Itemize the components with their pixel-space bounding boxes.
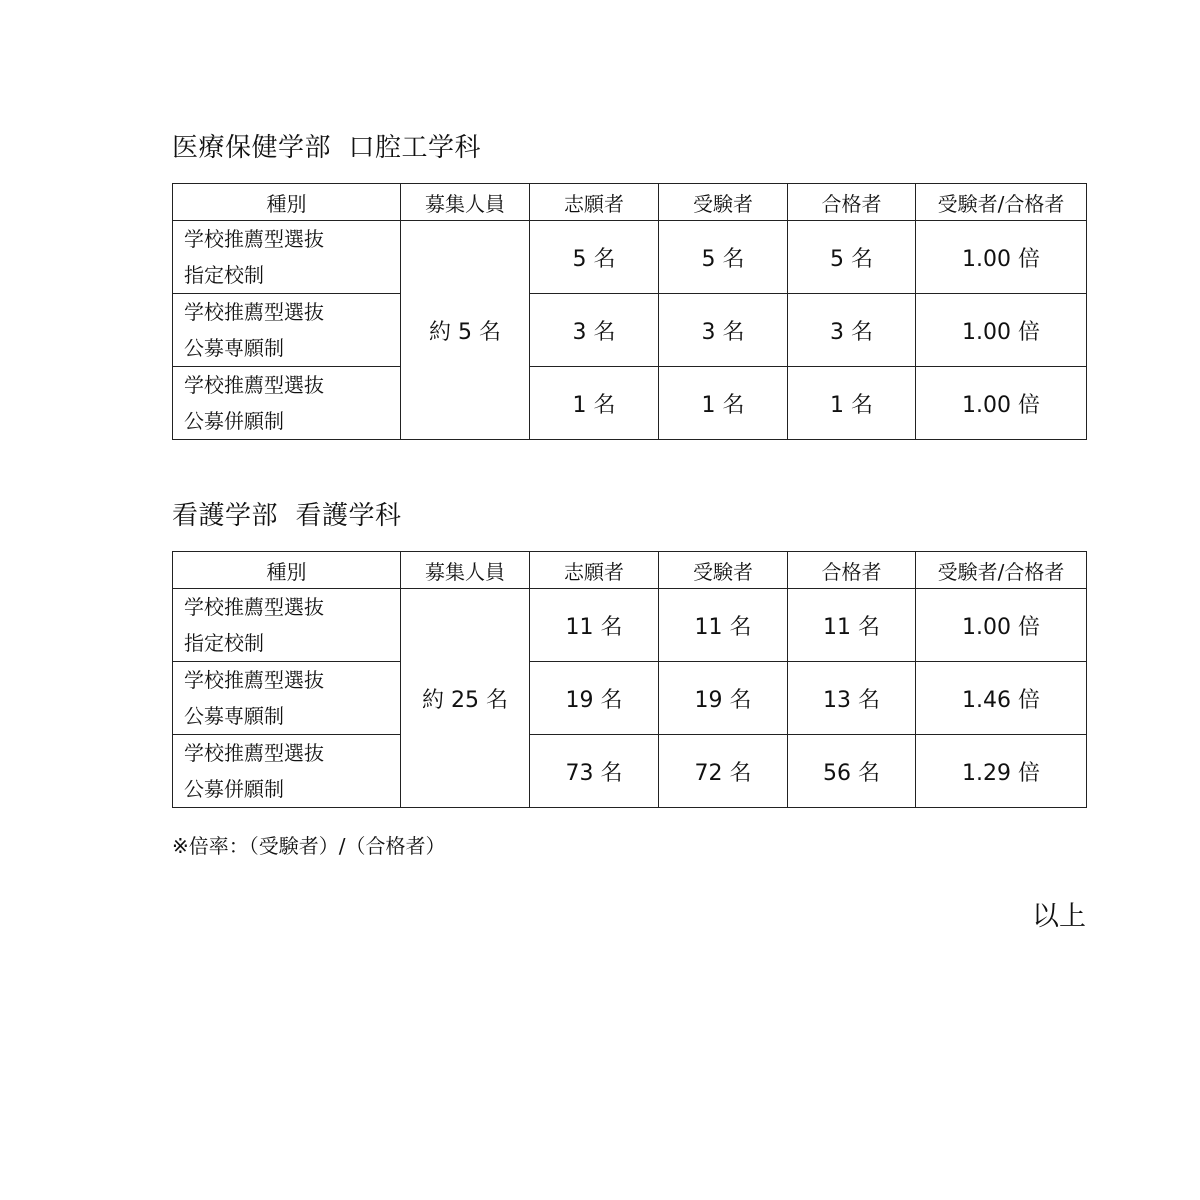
ratio-cell: 1.00 倍 [916, 367, 1087, 440]
type-line-2: 指定校制 [184, 631, 264, 655]
table-row [173, 294, 1087, 367]
section-title-oral-engineering: 医療保健学部 口腔工学科 [172, 133, 482, 163]
passed-cell: 3 名 [788, 294, 916, 367]
table-row [173, 221, 1087, 294]
ratio-cell: 1.00 倍 [916, 589, 1087, 662]
header-applicants: 志願者 [530, 184, 659, 221]
header-ratio: 受験者/合格者 [916, 184, 1087, 221]
header-type: 種別 [173, 184, 401, 221]
header-examinees: 受験者 [659, 184, 788, 221]
type-line-1: 学校推薦型選抜 [184, 300, 324, 324]
examinees-cell: 19 名 [659, 662, 788, 735]
admission-table-oral-engineering [172, 183, 1087, 440]
ratio-cell: 1.00 倍 [916, 294, 1087, 367]
type-line-1: 学校推薦型選抜 [184, 227, 324, 251]
passed-cell: 11 名 [788, 589, 916, 662]
header-capacity: 募集人員 [401, 184, 530, 221]
type-cell [173, 589, 401, 662]
header-passed: 合格者 [788, 552, 916, 589]
table-row [173, 367, 1087, 440]
type-line-2: 公募併願制 [184, 777, 284, 801]
type-line-1: 学校推薦型選抜 [184, 741, 324, 765]
type-cell [173, 294, 401, 367]
type-line-2: 指定校制 [184, 263, 264, 287]
type-line-2: 公募専願制 [184, 336, 284, 360]
applicants-cell: 11 名 [530, 589, 659, 662]
capacity-cell: 約 25 名 [401, 589, 530, 808]
ratio-cell: 1.29 倍 [916, 735, 1087, 808]
ratio-cell: 1.46 倍 [916, 662, 1087, 735]
type-line-1: 学校推薦型選抜 [184, 373, 324, 397]
passed-cell: 56 名 [788, 735, 916, 808]
capacity-cell: 約 5 名 [401, 221, 530, 440]
passed-cell: 5 名 [788, 221, 916, 294]
applicants-cell: 1 名 [530, 367, 659, 440]
applicants-cell: 73 名 [530, 735, 659, 808]
header-type: 種別 [173, 552, 401, 589]
header-capacity: 募集人員 [401, 552, 530, 589]
examinees-cell: 72 名 [659, 735, 788, 808]
type-line-1: 学校推薦型選抜 [184, 668, 324, 692]
header-applicants: 志願者 [530, 552, 659, 589]
closing-text: 以上 [1032, 901, 1086, 932]
table-header-row [173, 552, 1087, 589]
applicants-cell: 5 名 [530, 221, 659, 294]
type-line-1: 学校推薦型選抜 [184, 595, 324, 619]
type-line-2: 公募専願制 [184, 704, 284, 728]
examinees-cell: 1 名 [659, 367, 788, 440]
table-row [173, 662, 1087, 735]
admission-table-nursing [172, 551, 1087, 808]
type-line-2: 公募併願制 [184, 409, 284, 433]
type-cell [173, 367, 401, 440]
type-cell [173, 221, 401, 294]
table-header-row [173, 184, 1087, 221]
applicants-cell: 19 名 [530, 662, 659, 735]
ratio-cell: 1.00 倍 [916, 221, 1087, 294]
header-examinees: 受験者 [659, 552, 788, 589]
header-ratio: 受験者/合格者 [916, 552, 1087, 589]
section-title-nursing: 看護学部 看護学科 [172, 501, 402, 531]
applicants-cell: 3 名 [530, 294, 659, 367]
examinees-cell: 11 名 [659, 589, 788, 662]
table-row [173, 735, 1087, 808]
passed-cell: 1 名 [788, 367, 916, 440]
type-cell [173, 662, 401, 735]
examinees-cell: 5 名 [659, 221, 788, 294]
ratio-note: ※倍率：（受験者）/（合格者） [172, 834, 446, 858]
type-cell [173, 735, 401, 808]
header-passed: 合格者 [788, 184, 916, 221]
passed-cell: 13 名 [788, 662, 916, 735]
examinees-cell: 3 名 [659, 294, 788, 367]
table-row [173, 589, 1087, 662]
